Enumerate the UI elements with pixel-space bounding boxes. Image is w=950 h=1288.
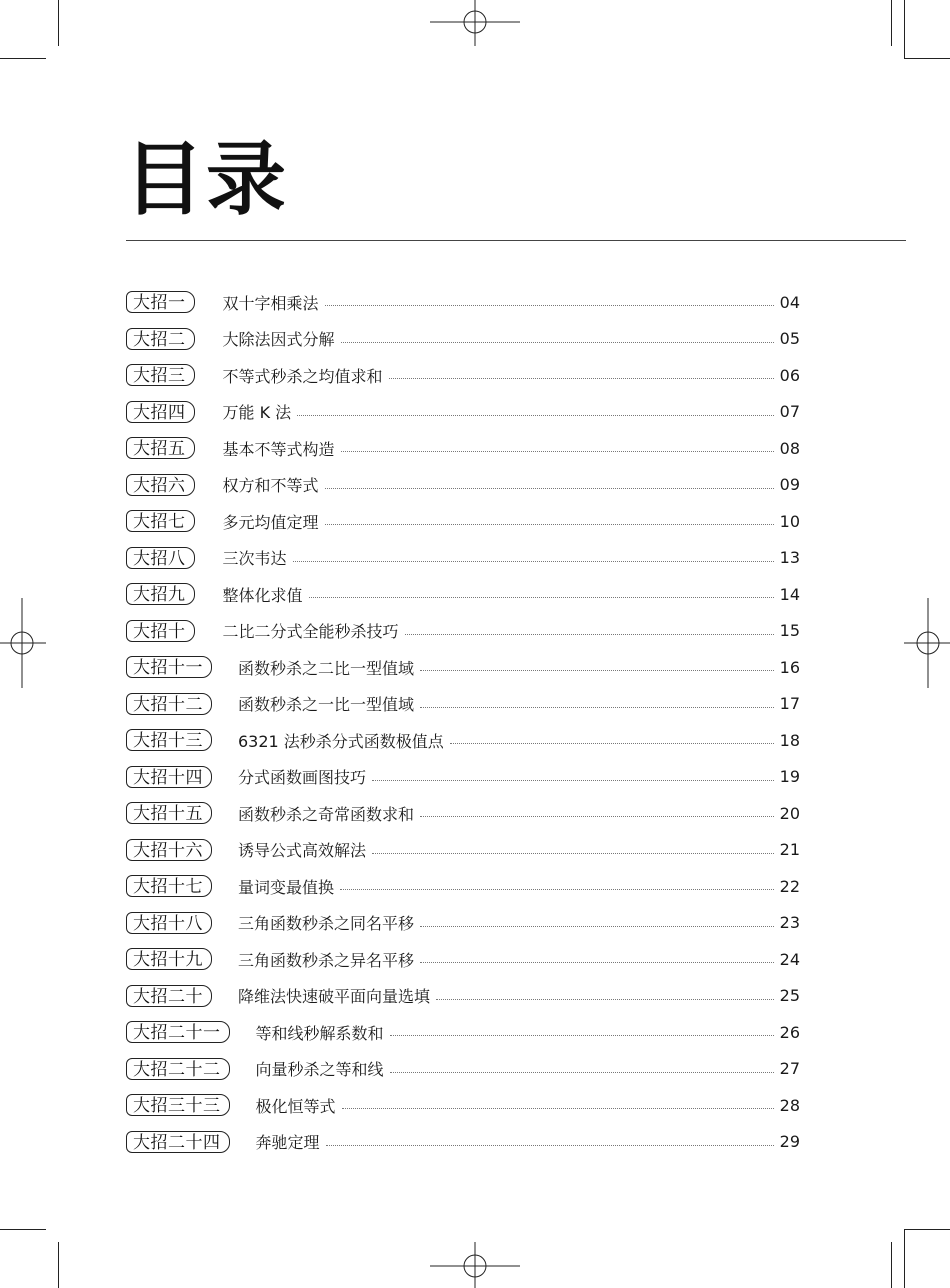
toc-entry-title: 大除法因式分解 bbox=[222, 330, 335, 349]
toc-entry-title: 二比二分式全能秒杀技巧 bbox=[222, 622, 399, 641]
page-number: 27 bbox=[779, 1059, 800, 1078]
page-number: 05 bbox=[779, 329, 800, 348]
toc-entry[interactable] bbox=[126, 909, 800, 937]
leader-dots bbox=[390, 1034, 774, 1036]
page-number: 14 bbox=[779, 584, 800, 604]
chapter-badge: 大招二十一 bbox=[126, 1021, 230, 1043]
page-number: 16 bbox=[779, 657, 800, 677]
toc-entry-title: 极化恒等式 bbox=[255, 1096, 336, 1116]
chapter-badge: 大招三十三 bbox=[126, 1094, 230, 1116]
toc-entry-title: 双十字相乘法 bbox=[222, 293, 319, 313]
page-number: 06 bbox=[779, 365, 800, 385]
leader-dots bbox=[390, 1071, 774, 1073]
leader-dots bbox=[372, 852, 774, 854]
leader-dots bbox=[420, 815, 774, 817]
toc-entry-title: 三角函数秒杀之同名平移 bbox=[238, 914, 415, 933]
page-number: 26 bbox=[779, 1022, 800, 1042]
chapter-badge: 大招十三 bbox=[126, 729, 212, 751]
toc-entry-title: 诱导公式高效解法 bbox=[238, 841, 367, 860]
leader-dots bbox=[340, 888, 774, 890]
toc-entry[interactable] bbox=[126, 1128, 800, 1156]
chapter-badge: 大招十四 bbox=[126, 766, 212, 788]
leader-dots bbox=[341, 341, 774, 343]
page-number: 24 bbox=[779, 949, 800, 969]
leader-dots bbox=[325, 487, 774, 489]
page-number: 04 bbox=[779, 292, 800, 312]
leader-dots bbox=[405, 633, 774, 635]
chapter-badge: 大招九 bbox=[126, 583, 195, 605]
toc-entry-title: 多元均值定理 bbox=[222, 512, 319, 532]
page-number: 29 bbox=[779, 1132, 800, 1151]
toc-entry-title: 万能 K 法 bbox=[222, 403, 292, 422]
toc-entry[interactable] bbox=[126, 763, 800, 791]
toc-entry-title: 三角函数秒杀之异名平移 bbox=[238, 950, 415, 970]
toc-entry[interactable] bbox=[126, 690, 800, 718]
chapter-badge: 大招二十四 bbox=[126, 1131, 230, 1153]
toc-entry[interactable] bbox=[126, 288, 800, 316]
chapter-badge: 大招十八 bbox=[126, 912, 212, 934]
leader-dots bbox=[389, 377, 774, 379]
leader-dots bbox=[309, 596, 774, 598]
page-number: 13 bbox=[779, 548, 800, 567]
toc-entry[interactable] bbox=[126, 726, 800, 754]
leader-dots bbox=[293, 560, 774, 562]
toc-entry[interactable] bbox=[126, 836, 800, 864]
toc-entry[interactable] bbox=[126, 617, 800, 645]
leader-dots bbox=[420, 669, 774, 671]
toc-entry[interactable] bbox=[126, 507, 800, 535]
page-number: 08 bbox=[779, 438, 800, 458]
leader-dots bbox=[450, 742, 774, 744]
page-number: 07 bbox=[779, 402, 800, 421]
chapter-badge: 大招六 bbox=[126, 474, 195, 496]
chapter-badge: 大招二十二 bbox=[126, 1058, 230, 1080]
chapter-badge: 大招十七 bbox=[126, 875, 212, 897]
toc-entry-title: 不等式秒杀之均值求和 bbox=[222, 366, 383, 386]
page-number: 22 bbox=[779, 876, 800, 896]
toc-entry-title: 函数秒杀之奇常函数求和 bbox=[238, 804, 415, 824]
chapter-badge: 大招十 bbox=[126, 620, 195, 642]
toc-entry[interactable] bbox=[126, 799, 800, 827]
toc-entry[interactable] bbox=[126, 982, 800, 1010]
toc-entry-title: 函数秒杀之一比一型值域 bbox=[238, 695, 415, 714]
leader-dots bbox=[341, 450, 774, 452]
chapter-badge: 大招一 bbox=[126, 291, 195, 313]
toc-entry[interactable] bbox=[126, 872, 800, 900]
chapter-badge: 大招八 bbox=[126, 547, 195, 569]
toc-entry[interactable] bbox=[126, 361, 800, 389]
leader-dots bbox=[342, 1107, 774, 1109]
toc-entry[interactable] bbox=[126, 471, 800, 499]
page-number: 15 bbox=[779, 621, 800, 640]
toc-entry-title: 函数秒杀之二比一型值域 bbox=[238, 658, 415, 678]
toc-entry[interactable] bbox=[126, 653, 800, 681]
page-number: 21 bbox=[779, 840, 800, 859]
chapter-badge: 大招三 bbox=[126, 364, 195, 386]
toc-entry[interactable] bbox=[126, 1055, 800, 1083]
chapter-badge: 大招十二 bbox=[126, 693, 212, 715]
chapter-badge: 大招十九 bbox=[126, 948, 212, 970]
toc-entry[interactable] bbox=[126, 1018, 800, 1046]
toc-entry-title: 三次韦达 bbox=[222, 549, 287, 568]
chapter-badge: 大招七 bbox=[126, 510, 195, 532]
toc-entry-title: 整体化求值 bbox=[222, 585, 303, 605]
leader-dots bbox=[326, 1144, 774, 1146]
chapter-badge: 大招二十 bbox=[126, 985, 212, 1007]
leader-dots bbox=[436, 998, 774, 1000]
leader-dots bbox=[325, 304, 774, 306]
page-number: 25 bbox=[779, 986, 800, 1005]
toc-entry[interactable] bbox=[126, 945, 800, 973]
toc-entry-title: 等和线秒解系数和 bbox=[255, 1023, 384, 1043]
page-number: 28 bbox=[779, 1095, 800, 1115]
chapter-badge: 大招四 bbox=[126, 401, 195, 423]
page-number: 10 bbox=[779, 511, 800, 531]
toc-entry-title: 基本不等式构造 bbox=[222, 439, 335, 459]
toc-entry[interactable] bbox=[126, 398, 800, 426]
toc-entry[interactable] bbox=[126, 544, 800, 572]
leader-dots bbox=[420, 925, 774, 927]
chapter-badge: 大招十六 bbox=[126, 839, 212, 861]
toc-entry[interactable] bbox=[126, 325, 800, 353]
toc-entry-title: 向量秒杀之等和线 bbox=[255, 1060, 384, 1079]
toc-entry-title: 奔驰定理 bbox=[255, 1133, 320, 1152]
page-number: 20 bbox=[779, 803, 800, 823]
toc-entry-title: 降维法快速破平面向量选填 bbox=[238, 987, 431, 1006]
chapter-badge: 大招五 bbox=[126, 437, 195, 459]
leader-dots bbox=[420, 961, 774, 963]
page-number: 17 bbox=[779, 694, 800, 713]
toc-entry-title: 权方和不等式 bbox=[222, 476, 319, 495]
page-number: 19 bbox=[779, 767, 800, 786]
leader-dots bbox=[420, 706, 774, 708]
chapter-badge: 大招十一 bbox=[126, 656, 212, 678]
toc-entry-title: 量词变最值换 bbox=[238, 877, 335, 897]
toc-entry-title: 6321 法秒杀分式函数极值点 bbox=[238, 731, 444, 751]
page-title: 目录 bbox=[124, 133, 288, 226]
toc-entry[interactable] bbox=[126, 1091, 800, 1119]
leader-dots bbox=[372, 779, 774, 781]
page-number: 09 bbox=[779, 475, 800, 494]
page-number: 23 bbox=[779, 913, 800, 932]
toc-entry[interactable] bbox=[126, 434, 800, 462]
page-number: 18 bbox=[779, 730, 800, 750]
leader-dots bbox=[325, 523, 774, 525]
toc-entry[interactable] bbox=[126, 580, 800, 608]
chapter-badge: 大招十五 bbox=[126, 802, 212, 824]
toc-entry-title: 分式函数画图技巧 bbox=[238, 768, 367, 787]
chapter-badge: 大招二 bbox=[126, 328, 195, 350]
leader-dots bbox=[297, 414, 773, 416]
